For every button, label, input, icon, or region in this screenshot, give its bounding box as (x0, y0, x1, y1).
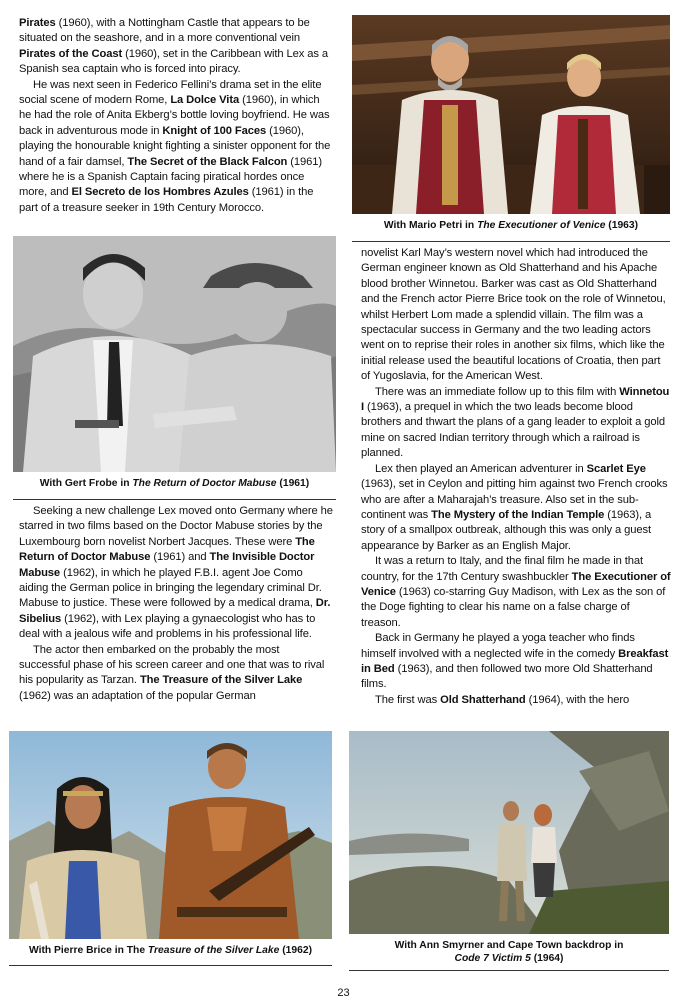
photo-return-of-doctor-mabuse (13, 236, 336, 472)
text-run: (1962), with Lex playing a gynaecologist who has to deal with a jealous wife and problems in his professional life. (19, 612, 316, 641)
paragraph (19, 504, 333, 643)
text-run: Seeking a new challenge Lex moved onto Germany where he starred in two films based on the Doctor Mabuse stories by the Luxembourg born novelist Norbert Jacques. These were (19, 505, 333, 548)
left-column-top-text (19, 16, 333, 216)
text-run: (1963), a story of a smallpox outbreak, although this was only a guest appearance by Barker as an English Major. (361, 508, 652, 552)
text-run: (1961) in the part of a treasure seeker in 19th Century Morocco. (19, 186, 314, 214)
text-run: (1963) co-starring Guy Madison, with Lex as the son of the Doge fighting to clear his name on a false charge of treason. (361, 585, 666, 629)
film-title: Knight of 100 Faces (162, 124, 267, 137)
caption-executioner-of-venice: With Mario Petri in The Executioner of Venice (1963) (383, 220, 639, 231)
film-title: Pirates of the Coast (19, 47, 123, 60)
paragraph (361, 246, 671, 385)
film-title: Breakfast in Bed (361, 647, 669, 675)
paragraph (19, 16, 333, 78)
text-run: The actor then embarked on the probably the most successful phase of his screen career and one that was to rival his popularity as Tarzan. (19, 643, 325, 687)
film-title: Winnetou I (361, 385, 670, 414)
left-top-paragraphs (19, 16, 333, 216)
left-column-mid-text (19, 504, 333, 704)
rule-silver-lake (9, 965, 332, 966)
rule-venice (352, 241, 670, 242)
photo-treasure-of-the-silver-lake (9, 731, 332, 939)
film-title: The Mystery of the Indian Temple (431, 508, 605, 521)
paragraph (361, 631, 671, 693)
text-run: (1961) and (150, 551, 210, 564)
film-title: The Return of Doctor Mabuse (19, 535, 315, 564)
text-run: (1964), with the hero (525, 693, 630, 706)
caption-treasure-of-the-silver-lake: With Pierre Brice in The Treasure of the Silver Lake (1962) (28, 945, 313, 956)
paragraph (361, 385, 671, 462)
left-mid-paragraphs (19, 504, 333, 704)
film-title: Dr. Sibelius (19, 597, 331, 625)
film-title: El Secreto de los Hombres Azules (71, 186, 249, 199)
text-run: There was an immediate follow up to this film with (375, 385, 620, 398)
text-run: It was a return to Italy, and the final film he made in that country, for the 17th Century swashbuckler (361, 555, 644, 583)
text-run: (1960), in which he had the role of Anita Ekberg’s bottle loving boyfriend. He was back in adventurous mode in (19, 94, 330, 137)
paragraph (361, 462, 671, 554)
paragraph (19, 78, 333, 217)
page-number: 23 (337, 987, 350, 999)
text-run: (1963), and then followed two more Old Shatterhand films. (361, 662, 653, 691)
text-run: Lex then played an American adventurer in (375, 462, 587, 475)
film-title: Old Shatterhand (440, 693, 526, 706)
text-run: (1962) was an adaptation of the popular German (19, 689, 256, 702)
caption-code-7-victim-5: With Ann Smyrner and Cape Town backdrop in Code 7 Victim 5 (1964) (394, 940, 624, 964)
film-title: Pirates (19, 17, 56, 29)
text-run: The first was (375, 693, 441, 706)
text-run: (1960), set in the Caribbean with Lex as a Spanish sea captain who is forced into piracy. (19, 47, 328, 76)
right-column-text (361, 246, 671, 708)
rule-mabuse (13, 499, 336, 500)
text-run: Back in Germany he played a yoga teacher who finds himself involved with a neglected wife in the comedy (361, 632, 635, 660)
photo-executioner-of-venice (352, 15, 670, 214)
text-run: (1961) where he is a Spanish Captain facing piratical hordes once more, and (19, 155, 323, 199)
film-title: The Secret of the Black Falcon (127, 155, 288, 168)
film-title: The Treasure of the Silver Lake (139, 674, 303, 687)
film-title: La Dolce Vita (170, 94, 240, 107)
film-title: The Invisible Doctor Mabuse (19, 551, 315, 579)
right-paragraphs (361, 246, 671, 708)
text-run: novelist Karl May’s western novel which had introduced the German engineer known as Old Shatterhand and his Apache blood brother Winnetou. Barker was cast as Old Shatterhand and the French actor Pierre Brice took on the role of Winnetou, whilst Herbert Lom made a splendid villain. The film was a spectacular success in Germany and the two leading actors went on to reprise their roles in another six films, which like the initial release used the beautiful locations of Croatia, then part of Yugoslavia, for the American West. (361, 247, 666, 383)
paragraph (361, 693, 671, 708)
film-title: Scarlet Eye (586, 462, 646, 475)
text-run: (1960), with a Nottingham Castle that appears to be situated on the seashore, and in a more conventional vein (19, 17, 310, 45)
photo-code-7-victim-5 (349, 731, 669, 934)
text-run: (1963), a prequel in which the two leads become blood brothers and thwart the plans of a gang leader to exploit a gold mine on sacred Indian territory through which a railroad is planned. (361, 401, 665, 460)
paragraph (361, 554, 671, 631)
film-title: The Executioner of Venice (361, 570, 671, 598)
paragraph (19, 643, 333, 705)
text-run: He was next seen in Federico Fellini’s drama set in the elite social scene of modern Rome, (19, 78, 322, 107)
text-run: (1960), playing the honourable knight fighting a sinister opponent for the hand of a fair damsel, (19, 124, 331, 168)
text-run: (1962), in which he played F.B.I. agent Joe Como aiding the German police in bringing the legendary criminal Dr. Mabuse to justice. These were followed by a medical drama, (19, 566, 322, 610)
caption-return-of-doctor-mabuse: With Gert Frobe in The Return of Doctor Mabuse (1961) (39, 478, 310, 489)
text-run: (1963), set in Ceylon and pitting him against two French crooks who are after a Maharajah’s treasure. Also set in the sub-continent was (361, 478, 668, 521)
rule-code7 (349, 970, 669, 971)
